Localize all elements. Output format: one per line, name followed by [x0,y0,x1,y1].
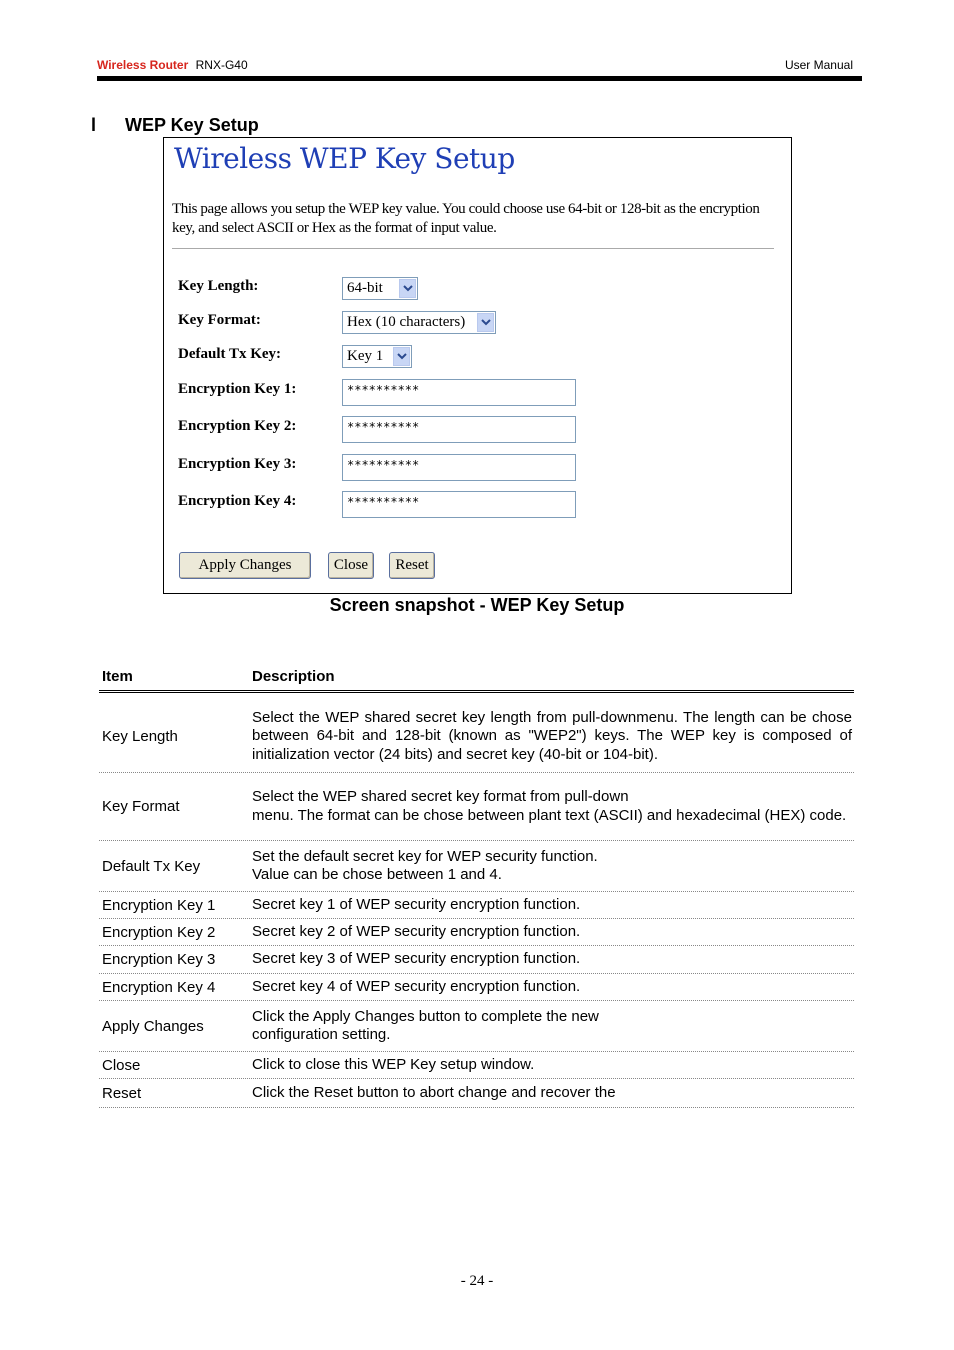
close-button[interactable]: Close [328,552,374,579]
header-description: Description [252,668,335,685]
encryption-key-4-input[interactable]: ********** [342,491,576,518]
table-row [99,1001,854,1052]
table-header [99,664,854,693]
chevron-down-icon[interactable] [393,347,410,366]
row-description-line: configuration setting. [252,1026,391,1043]
table-row [99,1079,854,1108]
row-description [252,773,852,840]
row-description [252,946,852,973]
page-number: - 24 - [460,1273,494,1289]
wep-screenshot [163,137,792,594]
default-tx-key-select[interactable] [342,345,412,368]
row-item: Apply Changes [102,1017,204,1035]
header-rule [97,76,862,81]
encryption-key-1-label: Encryption Key 1: [178,381,297,397]
row-description [252,919,852,945]
row-description-line: Set the default secret key for WEP security function. [252,847,598,865]
encryption-key-4-label: Encryption Key 4: [178,493,297,509]
section-bullet: l [91,115,97,135]
header-manual: User Manual [784,58,853,72]
snapshot-divider [172,248,774,249]
row-description-line: Secret key 1 of WEP security encryption function. [252,895,581,913]
page-header [97,58,853,74]
row-description [252,1079,852,1107]
key-format-label: Key Format: [178,312,261,328]
encryption-key-2-input[interactable]: ********** [342,416,576,443]
header-item: Item [102,668,133,685]
encryption-key-1-input[interactable]: ********** [342,379,576,406]
key-format-select[interactable] [342,311,496,334]
table-row [99,1052,854,1079]
row-description-line: Secret key 3 of WEP security encryption function. [252,950,581,968]
chevron-down-icon[interactable] [399,279,416,298]
row-description-line: Click to close this WEP Key setup window. [252,1055,535,1073]
key-length-select[interactable] [342,277,418,300]
header-model: RNX-G40 [195,58,248,72]
table-row [99,841,854,892]
row-item: Default Tx Key [102,857,201,875]
row-item: Encryption Key 3 [102,951,216,968]
encryption-key-3-label: Encryption Key 3: [178,456,297,472]
key-format-value: Hex (10 characters) [347,314,466,330]
encryption-key-2-label: Encryption Key 2: [178,418,297,434]
key-length-label: Key Length: [178,278,259,294]
row-description-line: menu. The format can be chose between plant text (ASCII) and hexadecimal (HEX) code. [252,806,847,824]
snapshot-title: Wireless WEP Key Setup [174,142,515,175]
table-row [99,701,854,773]
row-description [252,974,852,1000]
row-item: Close [102,1056,141,1074]
row-description [252,1001,852,1051]
row-description-line: Secret key 4 of WEP security encryption function. [252,977,581,995]
row-item: Key Format [102,798,180,815]
apply-changes-button[interactable]: Apply Changes [179,552,311,579]
reset-button[interactable]: Reset [389,552,435,579]
section-title: WEP Key Setup [125,115,259,135]
row-description-line: Select the WEP shared secret key length from pull-downmenu. The length can be chose between 64-bit and 128-bit (known as "WEP2") keys. The WEP key is composed of initialization vector (24 bits) and secret key (40-bit or 104-bit). [252,708,852,763]
table-row [99,946,854,974]
key-length-value: 64-bit [347,280,383,296]
row-item: Key Length [102,728,178,745]
table-row [99,773,854,841]
row-item: Encryption Key 2 [102,923,216,941]
snapshot-description: This page allows you setup the WEP key value. You could choose use 64-bit or 128-bit as the encryption key, and select ASCII or Hex as the format of input value. [172,201,760,236]
table-row [99,919,854,946]
row-description [252,1052,852,1078]
row-description [252,841,852,891]
row-description-line: Click the Reset button to abort change and recover the [252,1083,616,1101]
row-description-line: Click the Apply Changes button to complete the new [252,1007,599,1025]
default-tx-key-label: Default Tx Key: [178,346,282,362]
row-item: Encryption Key 1 [102,896,216,914]
row-item: Encryption Key 4 [102,978,216,996]
table-row [99,892,854,919]
row-description-line: Value can be chose between 1 and 4. [252,866,502,883]
encryption-key-3-input[interactable]: ********** [342,454,576,481]
table-row [99,974,854,1001]
row-description [252,892,852,918]
header-brand: Wireless Router [97,58,189,72]
chevron-down-icon[interactable] [477,313,494,332]
row-description [252,701,852,772]
row-item: Reset [102,1084,142,1102]
figure-caption: Screen snapshot - WEP Key Setup [329,595,625,615]
default-tx-key-value: Key 1 [347,348,384,364]
row-description-line: Secret key 2 of WEP security encryption function. [252,922,581,940]
section-heading [91,115,259,136]
row-description-line: Select the WEP shared secret key format from pull-down [252,788,629,805]
